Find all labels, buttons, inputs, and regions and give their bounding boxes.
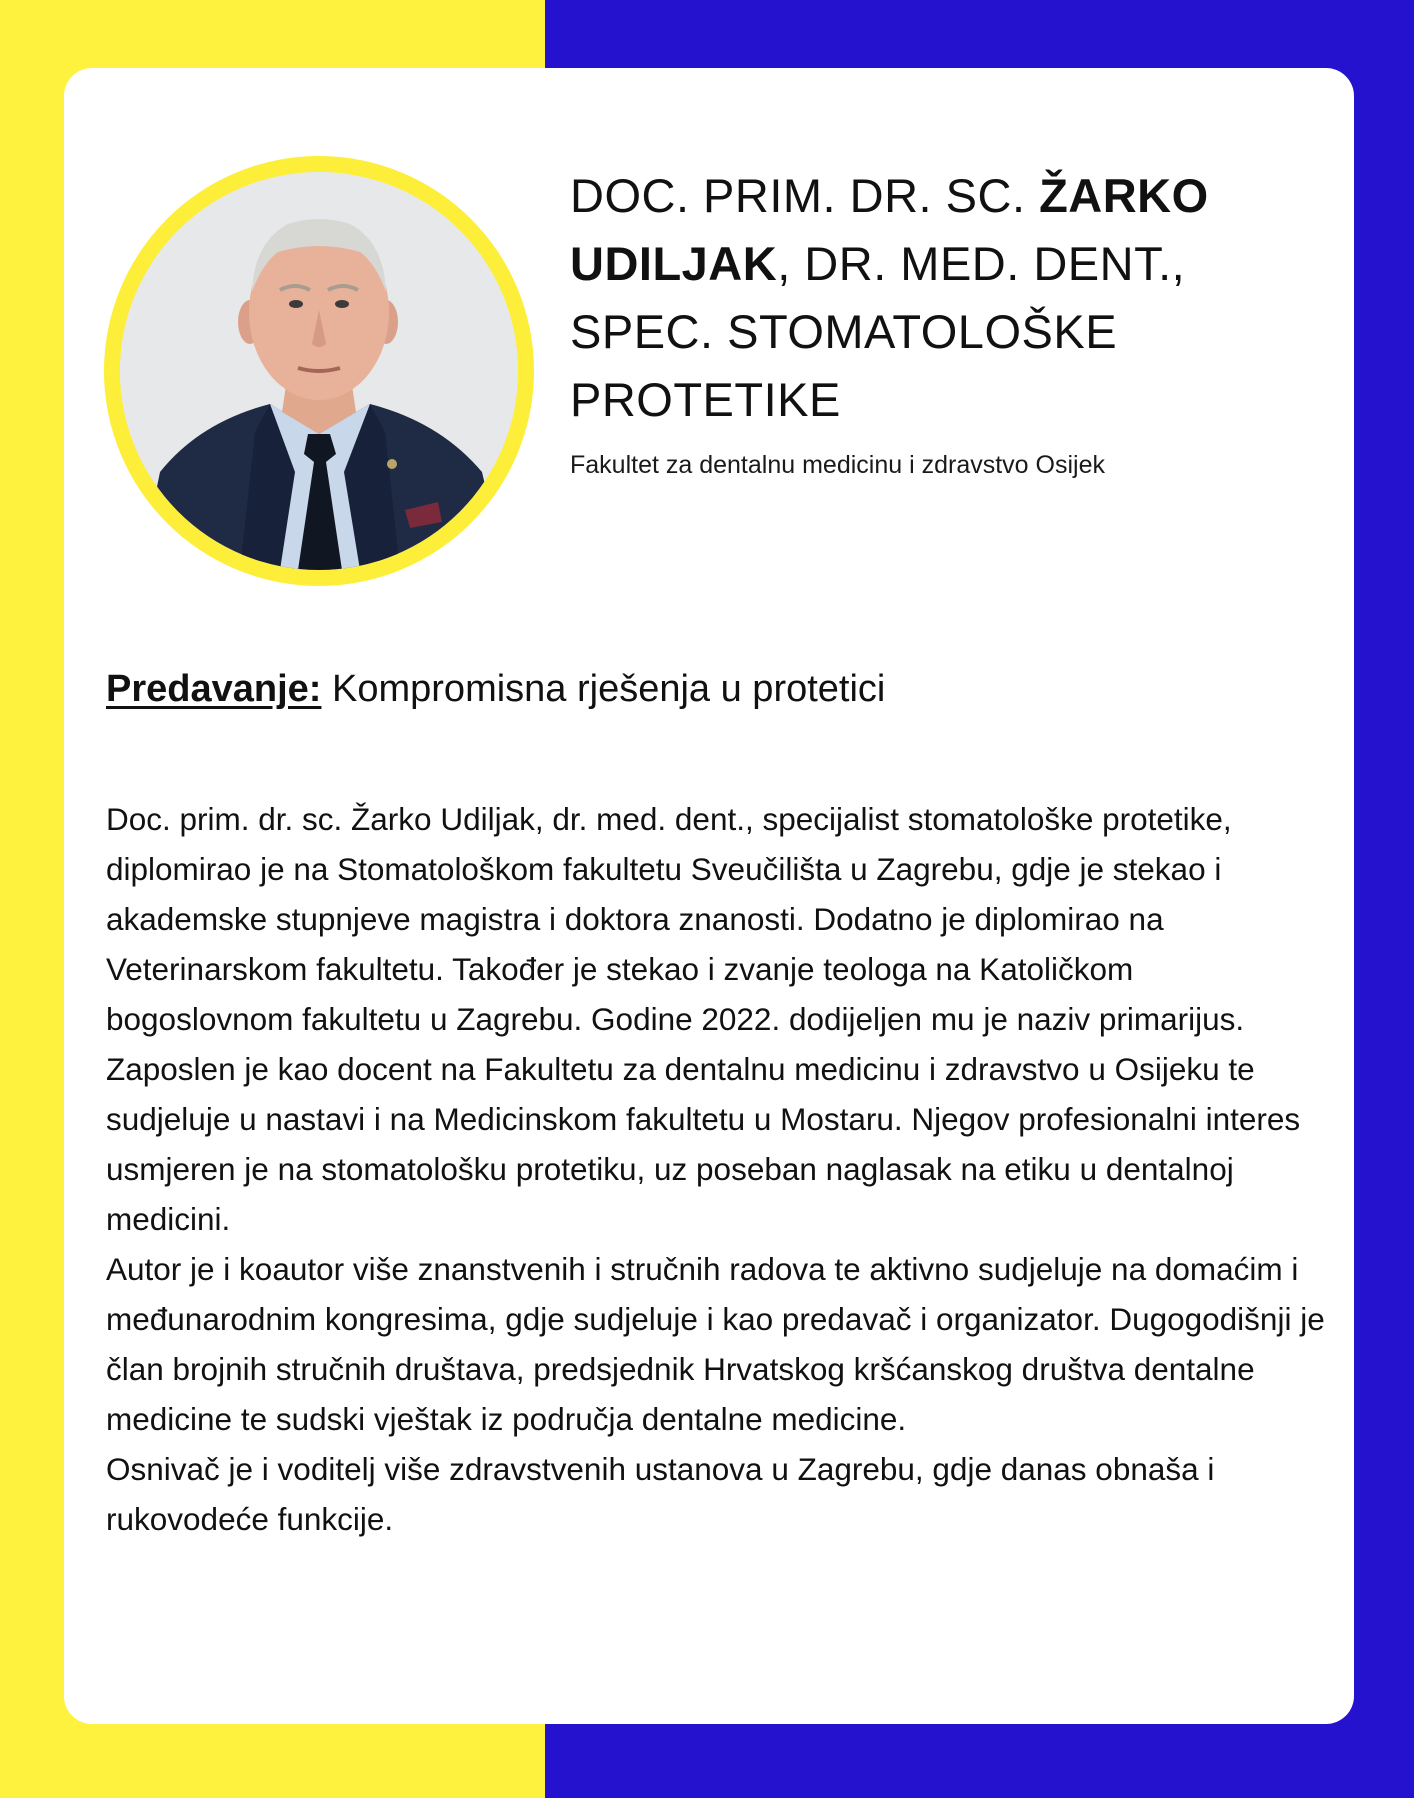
lecture-label: Predavanje: [106, 668, 322, 710]
portrait-illustration [120, 172, 518, 570]
bio-paragraph: Doc. prim. dr. sc. Žarko Udiljak, dr. med. dent., specijalist stomatološke protetike, diplomirao je na Stomatološkom fakultetu Sveučilišta u Zagrebu, gdje je stekao i akademske stupnjeve magistra i doktora znanosti. Dodatno je diplomirao na Veterinarskom fakultetu. Također je stekao i zvanje teologa na Katoličkom bogoslovnom fakultetu u Zagrebu. Godine 2022. dodijeljen mu je naziv primarijus. [106, 801, 1245, 1037]
portrait-ring [104, 156, 534, 586]
lecture-line [106, 668, 1306, 711]
speaker-card [64, 68, 1354, 1724]
name-prefix: DOC. PRIM. DR. SC. [570, 169, 1040, 222]
speaker-affiliation: Fakultet za dentalnu medicinu i zdravstvo Osijek [570, 451, 1105, 479]
bio-paragraph: Osnivač je i voditelj više zdravstvenih ustanova u Zagrebu, gdje danas obnaša i rukovodeće funkcije. [106, 1451, 1215, 1537]
bio-paragraph: Autor je i koautor više znanstvenih i stručnih radova te aktivno sudjeluje na domaćim i međunarodnim kongresima, gdje sudjeluje i kao predavač i organizator. Dugogodišnji je član brojnih stručnih društava, predsjednik Hrvatskog kršćanskog društva dentalne medicine te sudski vještak iz područja dentalne medicine. [106, 1251, 1325, 1437]
speaker-bio [106, 794, 1328, 1544]
name-suffix: , DR. MED. DENT., SPEC. STOMATOLOŠKE PROTETIKE [570, 237, 1186, 426]
bio-paragraph: Zaposlen je kao docent na Fakultetu za dentalnu medicinu i zdravstvo u Osijeku te sudjeluje u nastavi i na Medicinskom fakultetu u Mostaru. Njegov profesionalni interes usmjeren je na stomatološku protetiku, uz poseban naglasak na etiku u dentalnoj medicini. [106, 1051, 1301, 1237]
lecture-title: Kompromisna rješenja u protetici [321, 668, 886, 710]
speaker-portrait [120, 172, 518, 570]
speaker-name [570, 162, 1270, 434]
name-bold: ŽARKO UDILJAK [570, 169, 1209, 290]
